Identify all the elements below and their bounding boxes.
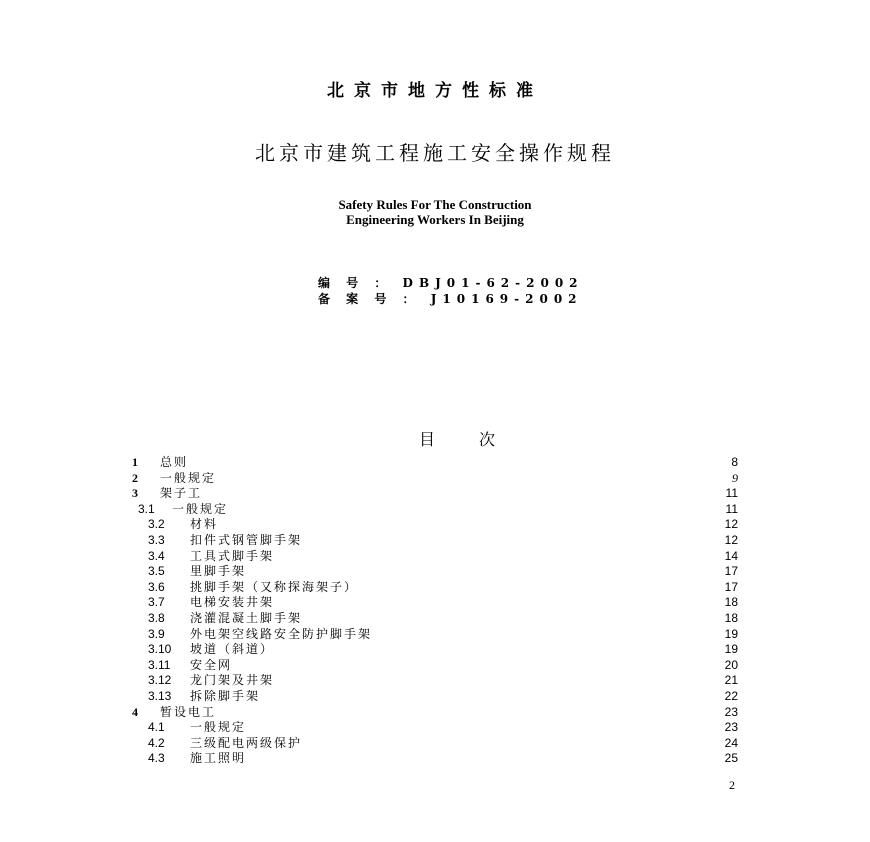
- toc-item: [0, 454, 870, 470]
- toc-item-page: 21: [724, 673, 738, 688]
- toc-item-page: 8: [731, 455, 738, 469]
- toc-item-page: 18: [724, 611, 738, 625]
- toc-item-page: 24: [724, 735, 738, 750]
- toc-item: [0, 657, 870, 673]
- toc-item-page: 12: [724, 533, 738, 547]
- toc-item: [0, 485, 870, 501]
- toc-item: [0, 610, 870, 626]
- toc-item-title: 施工照明: [190, 751, 247, 766]
- page-number: 2: [729, 778, 735, 792]
- toc-item-page: 22: [724, 689, 738, 703]
- toc-item-number: 3.8: [148, 611, 165, 625]
- toc-item: [0, 626, 870, 642]
- toc-item: [0, 548, 870, 564]
- toc-item-title: 拆除脚手架: [190, 689, 261, 703]
- english-title-line-2: Engineering Workers In Beijing: [346, 212, 524, 227]
- toc-item-title: 扣件式钢管脚手架: [190, 533, 303, 547]
- toc-item-title: 外电架空线路安全防护脚手架: [190, 626, 373, 641]
- toc-item-number: 4.3: [148, 751, 165, 766]
- toc-item-page: 23: [724, 704, 738, 719]
- toc-item: [0, 594, 870, 610]
- toc-item-number: 3.9: [148, 626, 165, 641]
- toc-item: [0, 704, 870, 720]
- toc-item-page: 11: [725, 486, 738, 501]
- document-title: 北京市建筑工程施工安全操作规程: [255, 141, 615, 165]
- toc-item-number: 3.6: [148, 579, 165, 594]
- toc-item: [0, 672, 870, 688]
- toc-item-page: 18: [724, 595, 738, 610]
- toc-item: [0, 516, 870, 532]
- toc-item-number: 3.4: [148, 548, 165, 563]
- toc-item-page: 11: [725, 501, 738, 516]
- toc-item-number: 3.2: [148, 517, 165, 532]
- toc-item-title: 浇灌混凝土脚手架: [190, 611, 303, 625]
- toc-item-page: 23: [724, 720, 738, 735]
- toc-item: [0, 501, 870, 517]
- toc-item-title: 材料: [190, 517, 219, 532]
- toc-item-number: 2: [132, 470, 138, 485]
- toc-item-page: 14: [724, 548, 738, 563]
- toc-item: [0, 750, 870, 766]
- toc-item-title: 一般规定: [160, 470, 217, 485]
- toc-item-number: 3.7: [148, 595, 165, 610]
- toc-item-title: 里脚手架: [190, 564, 247, 579]
- toc-item-number: 4.1: [148, 720, 165, 735]
- toc-item-title: 暂设电工: [160, 704, 217, 719]
- standard-code: 编 号 ： DBJ01-62-2002: [318, 276, 584, 290]
- toc-item-page: 17: [724, 579, 738, 594]
- standard-type-heading: 北京市地方性标准: [327, 81, 543, 101]
- toc-item-number: 3.3: [148, 533, 165, 547]
- toc-item-title: 一般规定: [190, 720, 247, 735]
- toc-item-number: 3.1: [138, 501, 155, 516]
- toc-item-title: 安全网: [190, 657, 233, 672]
- toc-item: [0, 563, 870, 579]
- toc-item-number: 3: [132, 486, 138, 501]
- toc-item-page: 19: [724, 642, 738, 657]
- toc-item-number: 3.10: [148, 642, 172, 657]
- english-title-line-1: Safety Rules For The Construction: [338, 197, 532, 212]
- toc-item: [0, 735, 870, 751]
- toc-item: [0, 719, 870, 735]
- toc-item-page: 17: [724, 564, 738, 579]
- toc-item-page: 19: [724, 626, 738, 641]
- toc-item-title: 电梯安装井架: [190, 595, 275, 610]
- toc-item-title: 一般规定: [172, 501, 229, 516]
- toc-item-number: 3.13: [148, 689, 172, 703]
- toc-item-number: 4: [132, 704, 138, 719]
- toc-item-title: 三级配电两级保护: [190, 735, 303, 750]
- toc-heading: 目次: [418, 430, 539, 449]
- toc-item-title: 坡道（斜道）: [190, 642, 275, 657]
- toc-item-number: 1: [132, 455, 138, 469]
- toc-item-number: 3.11: [148, 657, 171, 672]
- toc-item-title: 总则: [160, 455, 189, 469]
- toc-item-title: 工具式脚手架: [190, 548, 275, 563]
- toc-item: [0, 470, 870, 486]
- toc-item: [0, 579, 870, 595]
- toc-item: [0, 688, 870, 704]
- toc-item-page: 25: [724, 751, 738, 766]
- toc-item-page: 12: [724, 517, 738, 532]
- toc-item: [0, 532, 870, 548]
- toc-item: [0, 641, 870, 657]
- record-number: 备 案 号 ： J10169-2002: [318, 292, 583, 306]
- toc-item-page: 9: [732, 470, 738, 485]
- toc-item-title: 挑脚手架（又称探海架子）: [190, 579, 359, 594]
- toc-item-number: 4.2: [148, 735, 165, 750]
- toc-item-page: 20: [724, 657, 738, 672]
- toc-item-title: 架子工: [160, 486, 203, 501]
- toc-item-title: 龙门架及井架: [190, 673, 275, 688]
- toc-item-number: 3.12: [148, 673, 172, 688]
- toc-item-number: 3.5: [148, 564, 165, 579]
